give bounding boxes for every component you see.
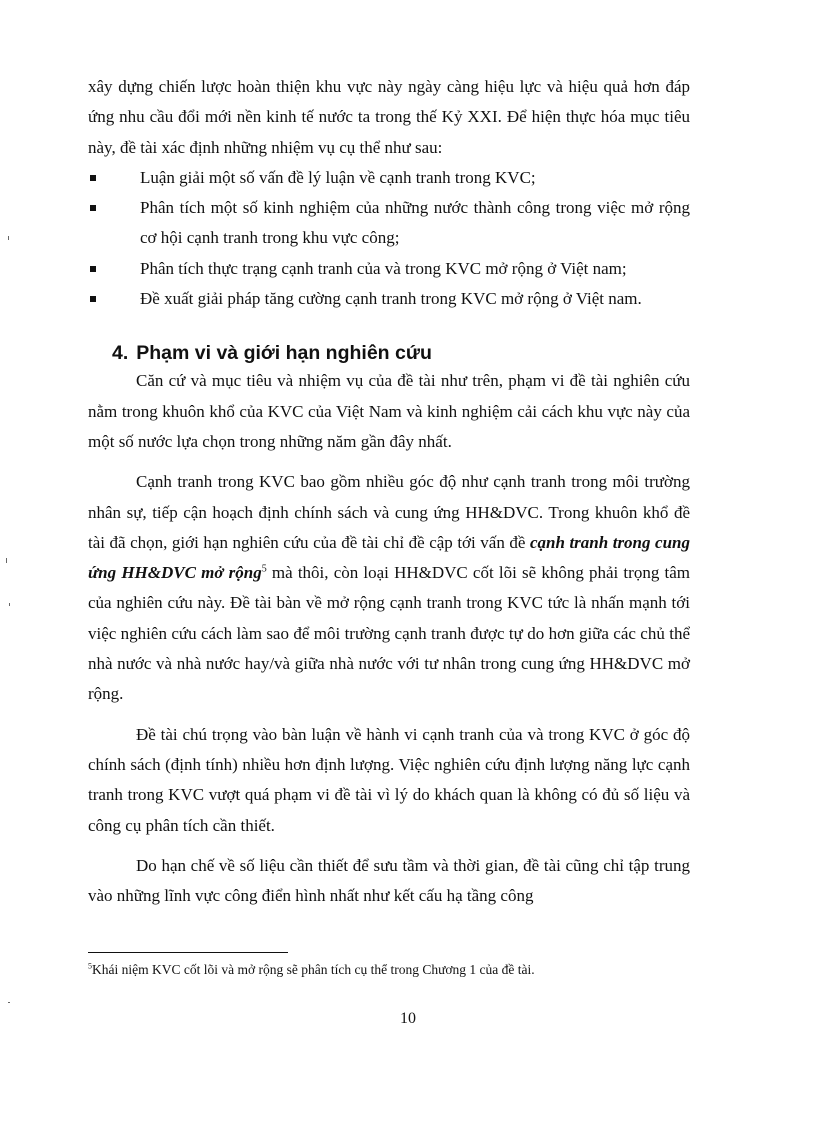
page-number: 10 [400, 1010, 416, 1027]
limits-paragraph [88, 467, 690, 709]
footnote-mark: 5 [88, 961, 92, 971]
scan-speck [6, 558, 7, 563]
constraints-paragraph: Do hạn chế về số liệu cần thiết để sưu tầm và thời gian, đề tài cũng chỉ tập trung vào những lĩnh vực công điển hình nhất như kết cấu hạ tầng công [88, 855, 690, 906]
limits-text-before: Cạnh tranh trong KVC bao gồm nhiều góc độ như cạnh tranh trong môi trường nhân sự, tiếp cận hoạch định chính sách và cung ứng HH&DVC. Trong khuôn khổ đề tài đã chọn, giới hạn nghiên cứu của đề tài chỉ đề cập tới vấn đề [88, 472, 690, 552]
list-item [88, 163, 690, 193]
bullet-icon [90, 175, 96, 181]
footnote-text: Khái niệm KVC cốt lõi và mở rộng sẽ phân tích cụ thể trong Chương 1 của đề tài. [92, 962, 535, 977]
task-list [88, 163, 690, 314]
section-number: 4. [112, 342, 129, 365]
list-item [88, 254, 690, 284]
bullet-icon [90, 266, 96, 272]
section-title: Phạm vi và giới hạn nghiên cứu [136, 342, 432, 365]
limits-text-after: mà thôi, còn loại HH&DVC cốt lõi sẽ không phải trọng tâm của nghiên cứu này. Đề tài bàn về mở rộng cạnh tranh trong KVC tức là nhấn mạnh tới việc nghiên cứu cách làm sao để môi trường cạnh tranh được tự do hơn giữa các chủ thể nhà nước và nhà nước hay/và giữa nhà nước với tư nhân trong cung ứng HH&DVC mở rộng. [88, 563, 690, 704]
scan-speck [9, 603, 10, 606]
bullet-icon [90, 205, 96, 211]
focus-paragraph: Đề tài chú trọng vào bàn luận về hành vi cạnh tranh của và trong KVC ở góc độ chính sách (định tính) nhiều hơn định lượng. Việc nghiên cứu định lượng năng lực cạnh tranh trong KVC vượt quá phạm vi đề tài vì lý do khách quan là không có đủ số liệu và công cụ phân tích cần thiết. [88, 724, 690, 835]
scope-paragraph: Căn cứ và mục tiêu và nhiệm vụ của đề tài như trên, phạm vi đề tài nghiên cứu nằm trong khuôn khổ của KVC của Việt Nam và kinh nghiệm cải cách khu vực này của một số nước lựa chọn trong những năm gần đây nhất. [88, 371, 690, 451]
list-item [88, 193, 690, 254]
list-item-text: Đề xuất giải pháp tăng cường cạnh tranh trong KVC mở rộng ở Việt nam. [140, 289, 642, 309]
footnote [88, 961, 728, 979]
section-heading [112, 340, 690, 366]
footnote-reference: 5 [261, 563, 267, 575]
intro-paragraph: xây dựng chiến lược hoàn thiện khu vực này ngày càng hiệu lực và hiệu quả hơn đáp ứng nhu cầu đổi mới nền kinh tế nước ta trong thế Kỷ XXI. Để hiện thực hóa mục tiêu này, đề tài xác định những nhiệm vụ cụ thể như sau: [88, 77, 690, 157]
footnote-divider [88, 952, 288, 953]
bullet-icon [90, 296, 96, 302]
emphasized-phrase: cạnh tranh trong cung ứng HH&DVC mở rộng [88, 532, 691, 583]
scan-speck [8, 1002, 10, 1003]
list-item-text: Phân tích thực trạng cạnh tranh của và trong KVC mở rộng ở Việt nam; [140, 258, 627, 278]
list-item [88, 284, 690, 314]
list-item-text: Phân tích một số kinh nghiệm của những nước thành công trong việc mở rộng cơ hội cạnh tranh trong khu vực công; [140, 198, 690, 248]
scan-speck [8, 236, 9, 240]
list-item-text: Luận giải một số vấn đề lý luận về cạnh tranh trong KVC; [140, 167, 536, 187]
main-content [88, 72, 690, 911]
